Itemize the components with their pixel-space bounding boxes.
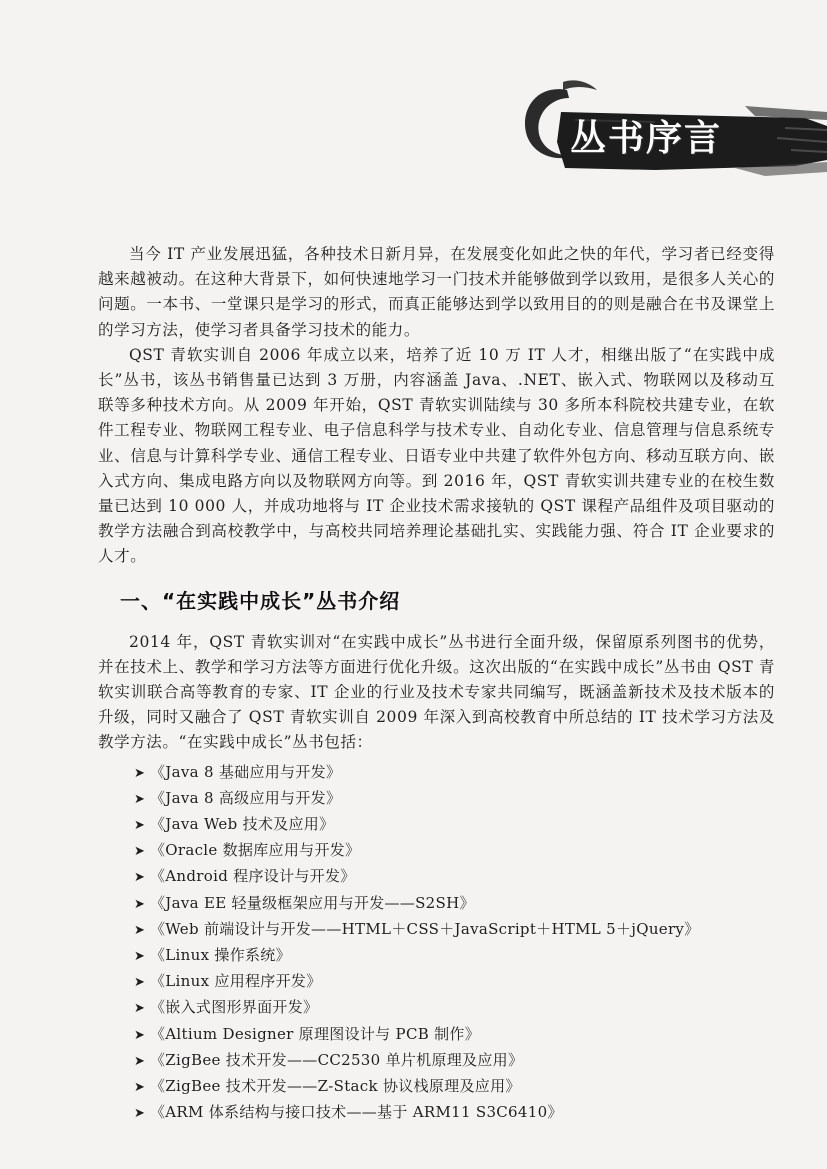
list-item xyxy=(134,1048,775,1074)
book-title: 《ZigBee 技术开发——Z-Stack 协议栈原理及应用》 xyxy=(150,1077,521,1096)
list-item xyxy=(134,812,775,838)
intro-paragraph-1: 当今 IT 产业发展迅猛，各种技术日新月异，在发展变化如此之快的年代，学习者已经变得越来越被动。在这种大背景下，如何快速地学习一门技术并能够做到学以致用，是很多人关心的问题。一本书、一堂课只是学习的形式，而真正能够达到学以致用目的的则是融合在书及课堂上的学习方法，使学习者具备学习技术的能力。 xyxy=(98,245,775,339)
arrow-bullet-icon: ➤ xyxy=(134,1106,146,1122)
list-item xyxy=(134,838,775,864)
book-title: 《嵌入式图形界面开发》 xyxy=(150,998,319,1017)
arrow-bullet-icon: ➤ xyxy=(134,1027,146,1043)
book-title: 《Java 8 高级应用与开发》 xyxy=(150,788,342,807)
list-item xyxy=(134,1100,775,1126)
arrow-bullet-icon: ➤ xyxy=(134,922,146,938)
book-title: 《Java Web 技术及应用》 xyxy=(150,815,335,834)
intro-paragraph-2: QST 青软实训自 2006 年成立以来，培养了近 10 万 IT 人才，相继出版了“在实践中成长”丛书，该丛书销售量已达到 3 万册，内容涵盖 Java、.NET、嵌入式、物联网以及移动互联等多种技术方向。从 2009 年开始，QST 青软实训陆续与 30 多所本科院校共建专业，在软件工程专业、物联网工程专业、电子信息科学与技术专业、自动化专业、信息管理与信息系统专业、信息与计算科学专业、通信工程专业、日语专业中共建了软件外包方向、移动互联方向、嵌入式方向、集成电路方向以及物联网方向等。到 2016 年，QST 青软实训共建专业的在校生数量已达到 10 000 人，并成功地将与 IT 企业技术需求接轨的 QST 课程产品组件及项目驱动的教学方法融合到高校教学中，与高校共同培养理论基础扎实、实践能力强、符合 IT 企业要求的人才。 xyxy=(98,345,775,566)
book-title: 《Android 程序设计与开发》 xyxy=(150,867,356,886)
list-item xyxy=(134,864,775,890)
arrow-bullet-icon: ➤ xyxy=(134,818,146,834)
book-title: 《ARM 体系结构与接口技术——基于 ARM11 S3C6410》 xyxy=(150,1103,563,1122)
book-title: 《Java EE 轻量级框架应用与开发——S2SH》 xyxy=(150,893,475,912)
book-title: 《Linux 操作系统》 xyxy=(150,946,291,965)
arrow-bullet-icon: ➤ xyxy=(134,949,146,965)
list-item xyxy=(134,943,775,969)
list-item xyxy=(134,917,775,943)
list-item xyxy=(134,786,775,812)
preface-body xyxy=(98,242,775,1127)
arrow-bullet-icon: ➤ xyxy=(134,1001,146,1017)
list-item xyxy=(134,760,775,786)
arrow-bullet-icon: ➤ xyxy=(134,765,146,781)
list-item xyxy=(134,891,775,917)
list-item xyxy=(134,969,775,995)
arrow-bullet-icon: ➤ xyxy=(134,1080,146,1096)
arrow-bullet-icon: ➤ xyxy=(134,791,146,807)
book-title: 《ZigBee 技术开发——CC2530 单片机原理及应用》 xyxy=(150,1050,524,1069)
book-title: 《Web 前端设计与开发——HTML＋CSS＋JavaScript＋HTML 5＋jQuery》 xyxy=(150,919,700,938)
arrow-bullet-icon: ➤ xyxy=(134,844,146,860)
book-title: 《Altium Designer 原理图设计与 PCB 制作》 xyxy=(150,1024,481,1043)
section-heading: 一、“在实践中成长”丛书介绍 xyxy=(120,588,401,613)
arrow-bullet-icon: ➤ xyxy=(134,975,146,991)
section-paragraph: 2014 年，QST 青软实训对“在实践中成长”丛书进行全面升级，保留原系列图书的优势，并在技术上、教学和学习方法等方面进行优化升级。这次出版的“在实践中成长”丛书由 QST 青软实训联合高等教育的专家、IT 企业的行业及技术专家共同编写，既涵盖新技术及技术版本的升级，同时又融合了 QST 青软实训自 2009 年深入到高校教育中所总结的 IT 技术学习方法及教学方法。“在实践中成长”丛书包括： xyxy=(98,632,775,752)
list-item xyxy=(134,995,775,1021)
list-item xyxy=(134,1074,775,1100)
book-title: 《Linux 应用程序开发》 xyxy=(150,972,322,991)
list-item xyxy=(134,1022,775,1048)
arrow-bullet-icon: ➤ xyxy=(134,1053,146,1069)
book-title: 《Oracle 数据库应用与开发》 xyxy=(150,841,361,860)
book-list xyxy=(98,760,775,1127)
arrow-bullet-icon: ➤ xyxy=(134,870,146,886)
arrow-bullet-icon: ➤ xyxy=(134,896,146,912)
book-title: 《Java 8 基础应用与开发》 xyxy=(150,762,342,781)
page-title: 丛书序言 xyxy=(570,118,723,159)
